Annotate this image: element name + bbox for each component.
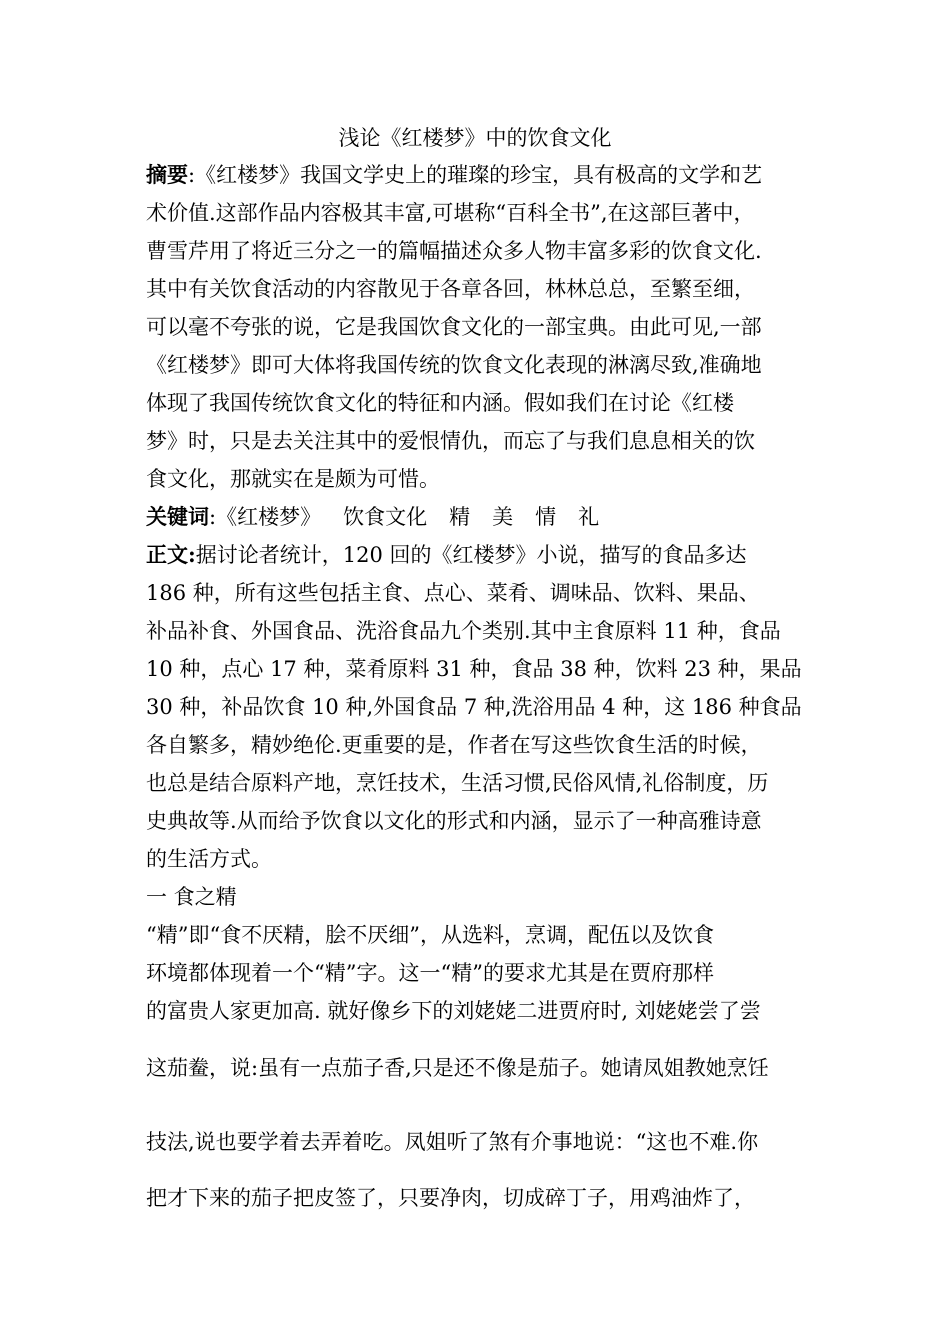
body-line-9: 的生活方式。 [146,847,272,871]
body-line-6: 各自繁多，精妙绝伦.更重要的是，作者在写这些饮食生活的时候， [146,733,762,757]
keywords-label: 关键词 [146,504,209,529]
keyword-item: 礼 [578,505,600,529]
keyword-item: 《红楼梦》 [216,505,322,529]
body-line-8: 史典故等.从而给予饮食以文化的形式和内涵，显示了一种高雅诗意 [146,809,762,833]
body-line-5: 30 种，补品饮食 10 种,外国食品 7 种,洗浴用品 4 种，这 186 种食品 [146,695,802,719]
section-line-2: 环境都体现着一个“精”字。这一“精”的要求尤其是在贾府那样 [146,961,714,985]
body-text: 据讨论者统计，120 回的《红楼梦》小说，描写的食品多达 [195,543,747,567]
section-heading: 一 食之精 [146,885,237,909]
document-title: 浅论《红楼梦》中的饮食文化 [338,126,612,150]
section-line-1: “精”即“食不厌精，脍不厌细”，从选料，烹调，配伍以及饮食 [146,923,714,947]
body-line-1 [146,541,747,569]
abstract-text: :《红楼梦》我国文学史上的璀璨的珍宝，具有极高的文学和艺 [188,163,763,187]
keywords-line [146,503,599,531]
abstract-line-9: 食文化，那就实在是颇为可惜。 [146,467,440,491]
keyword-item: 饮食文化 [343,505,428,529]
body-line-7: 也总是结合原料产地，烹饪技术，生活习惯,民俗风情,礼俗制度，历 [146,771,769,795]
section-line-6: 把才下来的茄子把皮签了，只要净肉，切成碎丁子，用鸡油炸了， [146,1186,755,1210]
keyword-item: 精 [449,505,471,529]
abstract-line-5: 可以毫不夸张的说，它是我国饮食文化的一部宝典。由此可见,一部 [146,315,762,339]
keyword-item: 美 [492,505,514,529]
keywords-prefix: : [209,505,217,529]
abstract-line-4: 其中有关饮食活动的内容散见于各章各回，林林总总，至繁至细， [146,277,755,301]
body-label: 正文: [146,542,196,567]
body-line-4: 10 种，点心 17 种，菜肴原料 31 种，食品 38 种，饮料 23 种，果品 [146,657,802,681]
section-line-4: 这茄鲞，说:虽有一点茄子香,只是还不像是茄子。她请凤姐教她烹饪 [146,1056,769,1080]
abstract-line-1 [146,161,762,189]
abstract-line-8: 梦》时，只是去关注其中的爱恨情仇，而忘了与我们息息相关的饮 [146,429,755,453]
abstract-line-2: 术价值.这部作品内容极其丰富,可堪称“百科全书”,在这部巨著中， [146,201,755,225]
keyword-item: 情 [535,505,557,529]
section-line-5: 技法,说也要学着去弄着吃。凤姐听了煞有介事地说：“这也不难.你 [146,1130,759,1154]
abstract-label: 摘要 [146,162,188,187]
section-line-3: 的富贵人家更加高. 就好像乡下的刘姥姥二进贾府时, 刘姥姥尝了尝 [146,999,761,1023]
abstract-line-6: 《红楼梦》即可大体将我国传统的饮食文化表现的淋漓尽致,准确地 [146,353,762,377]
abstract-line-7: 体现了我国传统饮食文化的特征和内涵。假如我们在讨论《红楼 [146,391,734,415]
abstract-line-3: 曹雪芹用了将近三分之一的篇幅描述众多人物丰富多彩的饮食文化. [146,239,762,263]
body-line-3: 补品补食、外国食品、洗浴食品九个类别.其中主食原料 11 种，食品 [146,619,781,643]
body-line-2: 186 种，所有这些包括主食、点心、菜肴、调味品、饮料、果品、 [146,581,760,605]
